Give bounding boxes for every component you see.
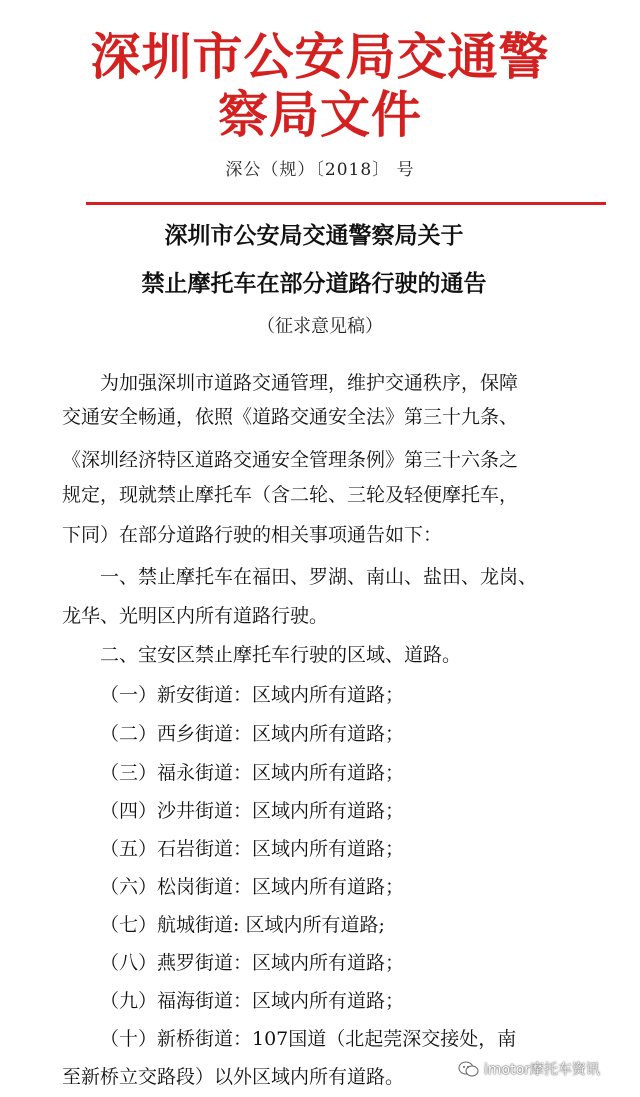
header-title-line2: 察局文件 (218, 85, 422, 144)
body-line: 交通安全畅通，依照《道路交通安全法》第三十九条、 (62, 406, 519, 428)
body-line: 《深圳经济特区道路交通安全管理条例》第三十六条之 (62, 449, 519, 471)
list-item: （二）西乡街道：区域内所有道路； (100, 723, 405, 745)
document-number: 深公（规）〔2018〕 号 (225, 160, 415, 180)
list-item: （六）松岗街道：区域内所有道路； (100, 876, 405, 898)
body-line: 龙华、光明区内所有道路行驶。 (62, 605, 329, 627)
body-line: 下同）在部分道路行驶的相关事项通告如下： (62, 524, 443, 546)
red-divider-rule (86, 202, 606, 205)
notice-title-line1: 深圳市公安局交通警察局关于 (164, 222, 464, 249)
body-line: 一、禁止摩托车在福田、罗湖、南山、盐田、龙岗、 (100, 566, 538, 588)
wechat-icon (458, 1060, 480, 1078)
header-title-line1: 深圳市公安局交通警 (90, 27, 550, 86)
body-line: 规定，现就禁止摩托车（含二轮、三轮及轻便摩托车， (62, 484, 519, 506)
list-item: （四）沙井街道：区域内所有道路； (100, 800, 405, 822)
list-item: （七）航城街道: 区域内所有道路; (100, 914, 385, 936)
list-item: （九）福海街道：区域内所有道路； (100, 990, 405, 1012)
draft-note: （征求意见稿） (257, 316, 383, 337)
list-item: （一）新安街道：区域内所有道路； (100, 684, 405, 706)
body-line: 为加强深圳市道路交通管理，维护交通秩序，保障 (100, 372, 519, 394)
watermark (458, 1056, 600, 1082)
watermark-text: imotor摩托车资讯 (484, 1062, 600, 1078)
list-item: （八）燕罗街道：区域内所有道路； (100, 952, 405, 974)
list-item: （十）新桥街道：107国道（北起莞深交接处，南 (100, 1028, 517, 1050)
body-line: 二、宝安区禁止摩托车行驶的区域、道路。 (100, 644, 462, 666)
list-item: （三）福永街道：区域内所有道路； (100, 762, 405, 784)
list-item: 至新桥立交路段）以外区域内所有道路。 (62, 1066, 405, 1088)
notice-title-line2: 禁止摩托车在部分道路行驶的通告 (141, 270, 487, 297)
list-item: （五）石岩街道：区域内所有道路； (100, 838, 405, 860)
